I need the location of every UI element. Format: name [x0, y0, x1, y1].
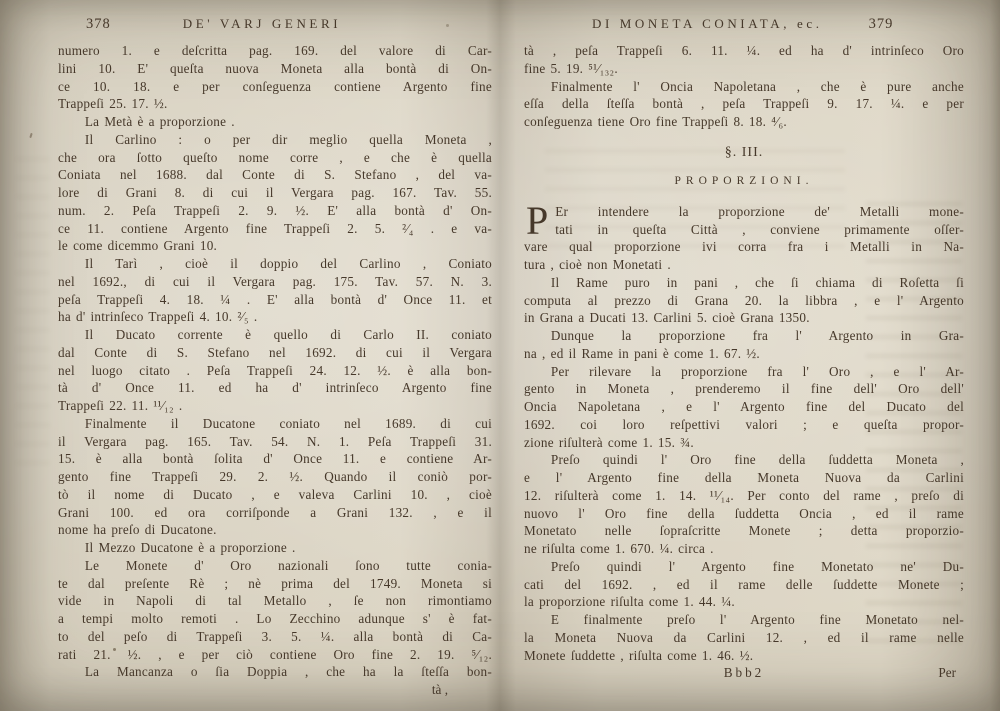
- ink-speck: [29, 133, 32, 138]
- right-running-title: DI MONETA CONIATA, ec.: [592, 16, 823, 31]
- text-line: 12. riſulterà come 1. 14. ¹¹⁄₁₄. Per conto del rame , preſo di: [524, 487, 964, 503]
- text-line: num. 2. Peſa Trappeſi 2. 9. ½. E' alla bontà d' On-: [58, 202, 492, 218]
- text-line: tà d' Once 11. ed ha d' intrinſeco Argento fine: [58, 380, 492, 396]
- text-line: Il Rame puro in pani , che ſi chiama di Roſetta ſi: [524, 274, 964, 290]
- text-line: la proporzione riſulta come 1. 44. ¼.: [524, 594, 735, 610]
- text-line: tati in queſta Città , conviene primamente oſſer-: [555, 221, 964, 237]
- text-line: la Moneta Nuova da Carlini 12. , ed il rame nelle: [524, 629, 964, 645]
- text-line: Il Carlino : o per dir meglio quella Moneta ,: [58, 131, 492, 147]
- text-line: te dal preſente Rè ; nè prima del 1749. Moneta si: [58, 575, 492, 591]
- left-page-number: 378: [86, 16, 111, 32]
- signature-line: [524, 665, 964, 683]
- text-line: gento fine Trappeſi 29. 2. ½. Quando il coniò por-: [58, 469, 492, 484]
- left-text-column: [58, 42, 492, 681]
- text-line: nuovo l' Oro fine della ſuddetta Oncia , ed il rame: [524, 505, 964, 521]
- showthrough-text: [16, 150, 50, 480]
- text-line: Trappeſi 25. 17. ½.: [58, 96, 168, 112]
- text-line: 15. è alla bontà ſolita d' Once 11. e contiene Ar-: [58, 451, 492, 467]
- text-line: cati del 1692. , ed il rame delle ſuddette Monete ;: [524, 576, 964, 592]
- right-page: [524, 16, 964, 683]
- text-line: il Vergara pag. 165. Tav. 54. N. 1. Peſa Trappeſi 31.: [58, 433, 492, 449]
- right-page-number: 379: [868, 16, 894, 32]
- text-line: tò il nome di Ducato , e valeva Carlini 10. , cioè: [58, 486, 492, 502]
- text-line: nel luogo citato . Peſa Trappeſi 24. 12. ½. è alla bon-: [58, 362, 492, 378]
- text-line: Le Monete d' Oro nazionali ſono tutte conia-: [58, 557, 492, 573]
- text-line: tura , cioè non Monetati .: [524, 257, 671, 272]
- text-line: Il Tarì , cioè il doppio del Carlino , Coniato: [58, 256, 492, 271]
- text-line: dal Conte di S. Stefano nel 1692. di cui il Vergara: [58, 344, 492, 360]
- text-line: che ora ſotto queſto nome corre , e che è quella: [58, 149, 492, 165]
- text-line: E finalmente preſo l' Argento fine Monetato nel-: [524, 612, 964, 627]
- text-line: fine 5. 19. ⁵¹⁄₁₃₂.: [524, 60, 618, 76]
- text-line: peſa Trappeſi 4. 18. ¼ . E' alla bontà d' Once 11. et: [58, 291, 492, 307]
- text-line: La Metà è a proporzione .: [58, 114, 235, 129]
- text-line: Preſo quindi l' Oro fine della ſuddetta Moneta ,: [524, 452, 964, 468]
- left-catchword: tà ,: [431, 682, 448, 697]
- left-page: [58, 16, 492, 699]
- signature-mark: Bbb2: [723, 665, 765, 681]
- text-line: vide in Napoli di tal Metallo , ſe non rimontiamo: [58, 593, 492, 609]
- text-line: Oncia Napoletana , e l' Argento fine del Ducato del: [524, 399, 964, 414]
- section-subheading: PROPORZIONI.: [674, 174, 814, 187]
- text-line: nome ha preſo di Ducatone.: [58, 522, 217, 538]
- text-line: Preſo quindi l' Argento fine Monetato ne' Du-: [524, 558, 964, 574]
- text-line: ha d' intrinſeco Trappeſi 4. 10. ²⁄₅ .: [58, 309, 258, 325]
- right-text-column-body: [524, 197, 964, 665]
- text-line: lore di Grani 8. di cui il Vergara pag. 167. Tav. 55.: [58, 185, 492, 200]
- text-line: in Grana a Ducati 13. Carlini 5. cioè Grana 1350.: [524, 310, 810, 326]
- text-line: vare qual proporzione ivi corra fra i Metalli in Na-: [524, 239, 964, 255]
- text-line: Finalmente il Ducatone coniato nel 1689. di cui: [58, 415, 492, 431]
- text-line: gento in Moneta , prenderemo il fine dell' Oro dell': [524, 381, 964, 397]
- text-line: Er intendere la proporzione de' Metalli mone-: [555, 203, 964, 219]
- text-line: rati 21. ½. , e per ciò contiene Oro fine 2. 19. ⁵⁄₁₂.: [58, 646, 492, 662]
- text-line: eſſa della ſteſſa bontà , peſa Trappeſi 9. 17. ¼. e per: [524, 96, 964, 112]
- text-line: zione riſulterà come 1. 15. ¾.: [524, 434, 694, 450]
- text-line: le come dicemmo Grani 10.: [58, 238, 218, 254]
- left-page-header: [58, 16, 492, 40]
- text-line: tà , peſa Trappeſi 6. 11. ¼. ed ha d' intrinſeco Oro: [524, 43, 964, 58]
- right-catchword: Per: [938, 665, 956, 681]
- text-line: 1692. coi loro reſpettivi valori ; e queſta propor-: [524, 416, 964, 432]
- text-line: ce 10. 18. e per conſeguenza contiene Argento fine: [58, 78, 492, 94]
- text-line: numero 1. e deſcritta pag. 169. del valore di Car-: [58, 43, 492, 58]
- text-line: na , ed il Rame in pani è come 1. 67. ½.: [524, 345, 760, 361]
- text-line: Trappeſi 22. 11. ¹¹⁄₁₂ .: [58, 398, 183, 413]
- text-line: Monetato nelle ſopraſcritte Monete ; detta proporzio-: [524, 523, 964, 539]
- text-line: a tempi molto remoti . Lo Zecchino adunque s' è fat-: [58, 611, 492, 626]
- text-line: Monete ſuddette , riſulta come 1. 46. ½.: [524, 647, 754, 663]
- drop-cap: P: [526, 197, 549, 243]
- text-line: ne riſulta come 1. 670. ¼. circa .: [524, 541, 714, 556]
- text-line: computa al prezzo di Grana 20. la libbra , e l' Argento: [524, 292, 964, 308]
- text-line: nel 1692., di cui il Vergara pag. 175. Tav. 57. N. 3.: [58, 273, 492, 289]
- text-line: lini 10. E' queſta nuova Moneta alla bontà di On-: [58, 60, 492, 76]
- text-line: e l' Argento fine della Moneta Nuova da Carlini: [524, 470, 964, 485]
- text-line: Per rilevare la proporzione fra l' Oro , e l' Ar-: [524, 363, 964, 379]
- text-line: conſeguenza tiene Oro fine Trappeſi 8. 18. ⁴⁄₆.: [524, 114, 787, 129]
- text-line: Dunque la proporzione fra l' Argento in Gra-: [524, 328, 964, 343]
- text-line: Coniata nel 1688. dal Conte di S. Stefano , del va-: [58, 167, 492, 183]
- text-line: Il Mezzo Ducatone è a proporzione .: [58, 540, 296, 555]
- text-line: Finalmente l' Oncia Napoletana , che è pure anche: [524, 78, 964, 94]
- right-page-header: [524, 16, 964, 40]
- text-line: to del peſo di Trappeſi 3. 5. ¼. alla bontà di Ca-: [58, 628, 492, 644]
- text-line: Il Ducato corrente è quello di Carlo II. coniato: [58, 327, 492, 342]
- section-heading: §. III.: [724, 144, 764, 160]
- text-line: Grani 100. ed ora corriſponde a Grani 132. , e il: [58, 504, 492, 520]
- right-text-column-top: [524, 42, 964, 131]
- text-line: La Mancanza o ſia Doppia , che ha la ſteſſa bon-: [58, 664, 492, 680]
- left-running-title: DE' VARJ GENERI: [182, 16, 342, 31]
- text-line: ce 11. contiene Argento fine Trappeſi 2. 5. ²⁄₄ . e va-: [58, 220, 492, 236]
